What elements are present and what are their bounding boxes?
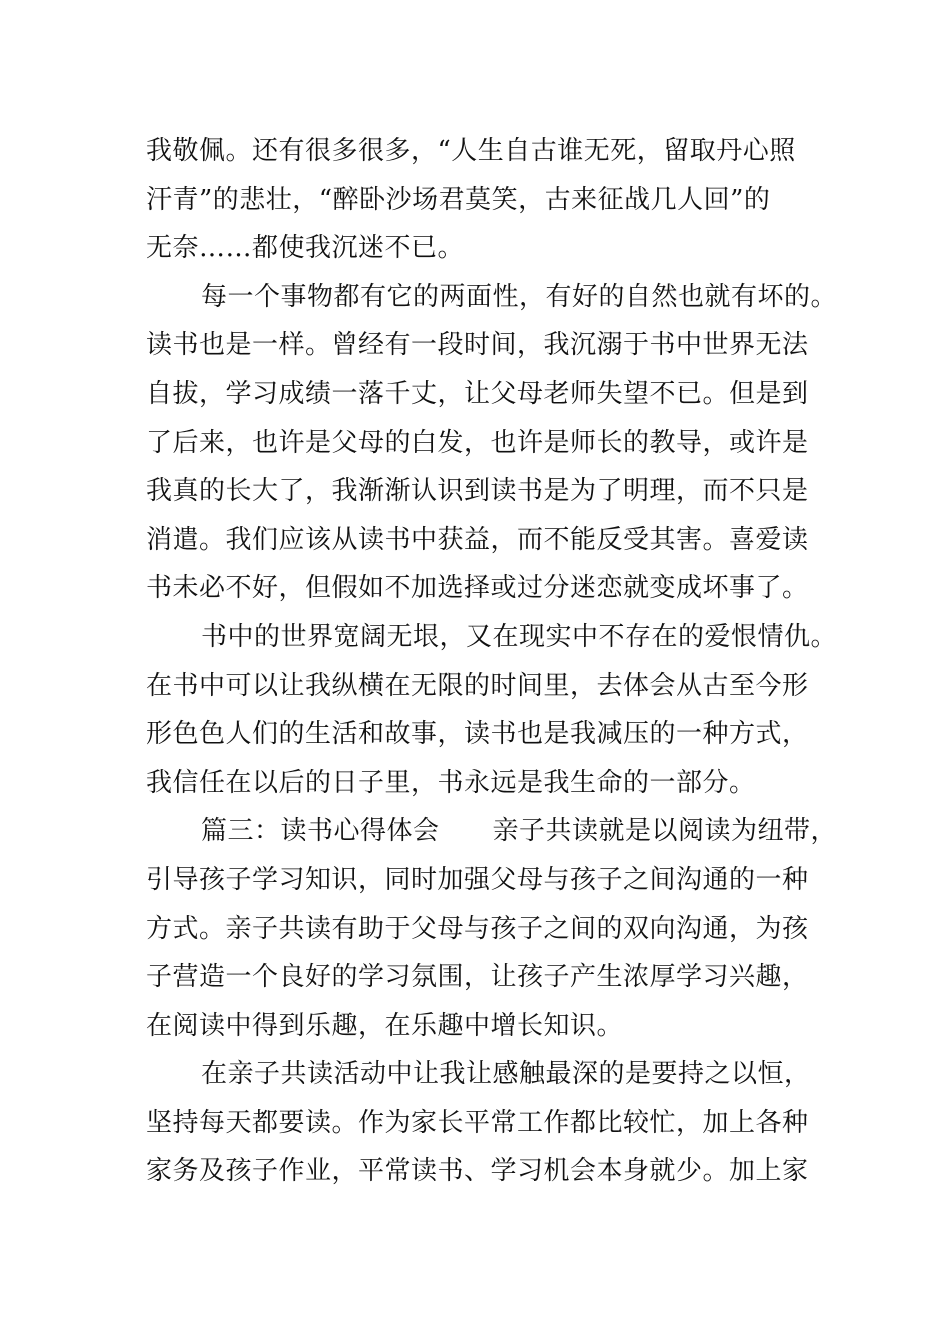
text-line: 读书也是一样。曾经有一段时间，我沉溺于书中世界无法: [146, 330, 809, 361]
text-line: 无奈……都使我沉迷不已。: [146, 233, 465, 264]
text-line: 书未必不好，但假如不加选择或过分迷恋就变成坏事了。: [146, 573, 809, 604]
text-line: 消遣。我们应该从读书中获益，而不能反受其害。喜爱读: [146, 524, 809, 555]
paragraph-start-line: 每一个事物都有它的两面性，有好的自然也就有坏的。: [201, 281, 838, 312]
text-line: 我信任在以后的日子里，书永远是我生命的一部分。: [146, 767, 756, 798]
text-line: 家务及孩子作业，平常读书、学习机会本身就少。加上家: [146, 1156, 809, 1187]
section-heading-line: 篇三：读书心得体会 亲子共读就是以阅读为纽带，: [201, 816, 838, 847]
text-line: 在书中可以让我纵横在无限的时间里，去体会从古至今形: [146, 670, 809, 701]
paragraph-start-line: 在亲子共读活动中让我让感触最深的是要持之以恒，: [201, 1059, 811, 1090]
text-line: 我真的长大了，我渐渐认识到读书是为了明理，而不只是: [146, 476, 809, 507]
text-line: 形色色人们的生活和故事，读书也是我减压的一种方式，: [146, 719, 809, 750]
text-line: 子营造一个良好的学习氛围，让孩子产生浓厚学习兴趣，: [146, 962, 809, 993]
text-line: 我敬佩。还有很多很多，“人生自古谁无死，留取丹心照: [146, 136, 796, 166]
paragraph-start-line: 书中的世界宽阔无垠，又在现实中不存在的爱恨情仇。: [201, 621, 838, 652]
text-line: 在阅读中得到乐趣，在乐趣中增长知识。: [146, 1010, 624, 1041]
text-line: 引导孩子学习知识，同时加强父母与孩子之间沟通的一种: [146, 864, 809, 895]
text-line: 了后来，也许是父母的白发，也许是师长的教导，或许是: [146, 427, 809, 458]
text-line: 方式。亲子共读有助于父母与孩子之间的双向沟通，为孩: [146, 913, 809, 944]
text-line: 汗青”的悲壮，“醉卧沙场君莫笑，古来征战几人回”的: [146, 184, 771, 215]
text-line: 坚持每天都要读。作为家长平常工作都比较忙，加上各种: [146, 1107, 809, 1138]
document-body: [146, 127, 838, 1196]
text-line: 自拔，学习成绩一落千丈，让父母老师失望不已。但是到: [146, 378, 809, 409]
